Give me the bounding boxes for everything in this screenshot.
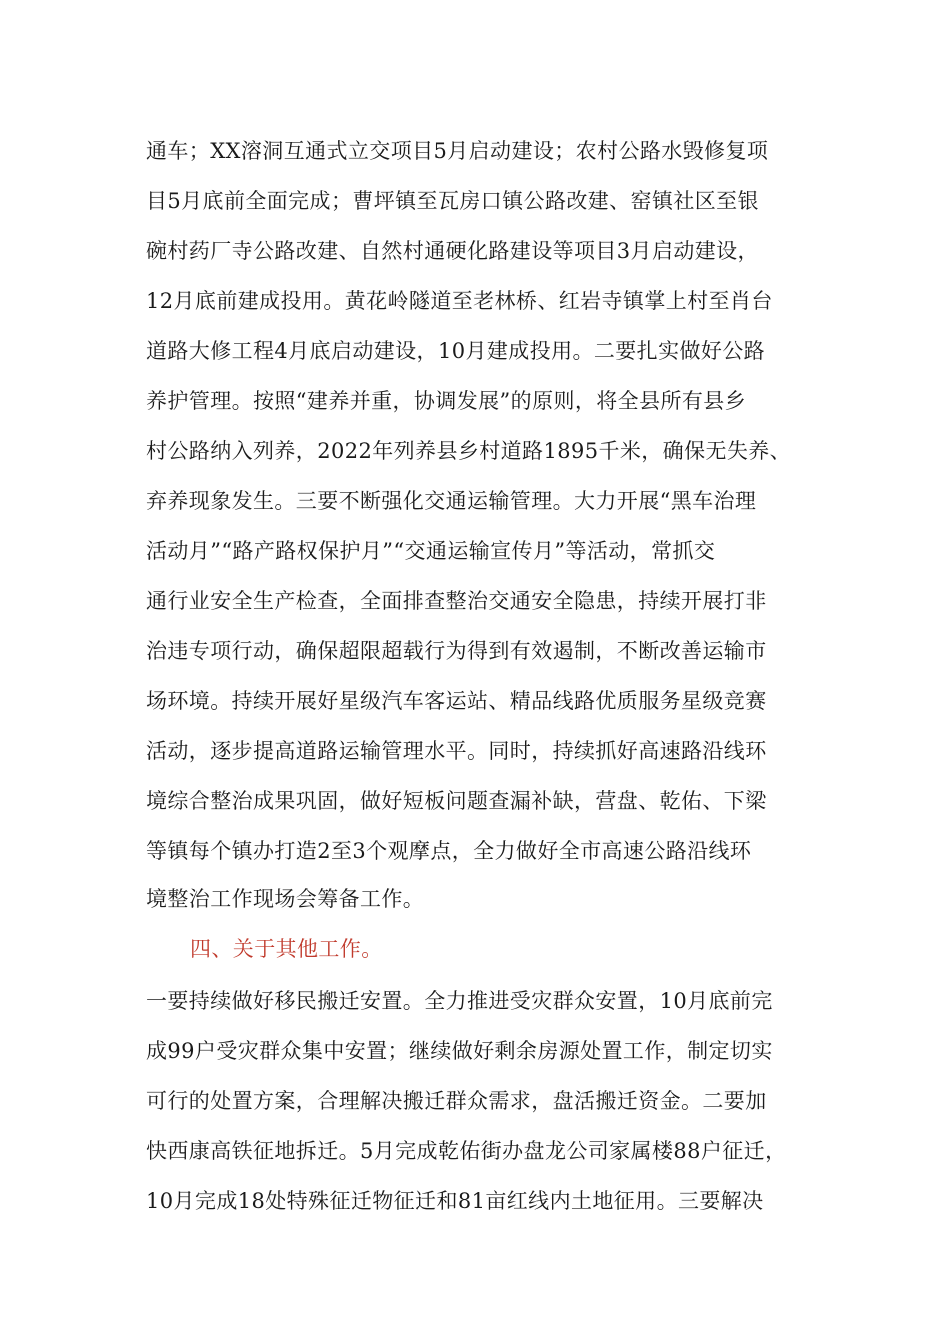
- paragraph-line: 等镇每个镇办打造2至3个观摩点，全力做好全市高速公路沿线环: [146, 839, 752, 863]
- paragraph-line: 境综合整治成果巩固，做好短板问题查漏补缺，营盘、乾佑、下梁: [146, 789, 767, 813]
- paragraph-line: 快西康高铁征地拆迁。5月完成乾佑街办盘龙公司家属楼88户征迁，: [146, 1139, 787, 1163]
- paragraph-line: 活动月”“路产路权保护月”“交通运输宣传月”等活动，常抓交: [146, 539, 716, 563]
- paragraph-line: 道路大修工程4月底启动建设，10月建成投用。二要扎实做好公路: [146, 339, 766, 363]
- paragraph-line: 养护管理。按照“建养并重，协调发展”的原则，将全县所有县乡: [146, 389, 747, 413]
- paragraph-line: 目5月底前全面完成；曹坪镇至瓦房口镇公路改建、窑镇社区至银: [146, 189, 759, 213]
- paragraph-line: 治违专项行动，确保超限超载行为得到有效遏制，不断改善运输市: [146, 639, 767, 663]
- paragraph-line: 通车；XX溶洞互通式立交项目5月启动建设；农村公路水毁修复项: [146, 139, 769, 163]
- paragraph-line: 可行的处置方案，合理解决搬迁群众需求，盘活搬迁资金。二要加: [146, 1089, 767, 1113]
- paragraph-line: 10月完成18处特殊征迁物征迁和81亩红线内土地征用。三要解决: [146, 1189, 764, 1213]
- section-heading: 四、关于其他工作。: [190, 937, 383, 961]
- paragraph-line: 12月底前建成投用。黄花岭隧道至老林桥、红岩寺镇掌上村至肖台: [146, 289, 773, 313]
- paragraph-line: 成99户受灾群众集中安置；继续做好剩余房源处置工作，制定切实: [146, 1039, 773, 1063]
- paragraph-line: 碗村药厂寺公路改建、自然村通硬化路建设等项目3月启动建设，: [146, 239, 759, 263]
- paragraph-line: 场环境。持续开展好星级汽车客运站、精品线路优质服务星级竞赛: [146, 689, 767, 713]
- paragraph-line: 境整治工作现场会筹备工作。: [146, 887, 425, 911]
- paragraph-line: 村公路纳入列养，2022年列养县乡村道路1895千米，确保无失养、: [146, 439, 792, 463]
- paragraph-line: 通行业安全生产检查，全面排查整治交通安全隐患，持续开展打非: [146, 589, 767, 613]
- paragraph-line: 弃养现象发生。三要不断强化交通运输管理。大力开展“黑车治理: [146, 489, 757, 513]
- paragraph-line: 活动，逐步提高道路运输管理水平。同时，持续抓好高速路沿线环: [146, 739, 767, 763]
- paragraph-line: 一要持续做好移民搬迁安置。全力推进受灾群众安置，10月底前完: [146, 989, 773, 1013]
